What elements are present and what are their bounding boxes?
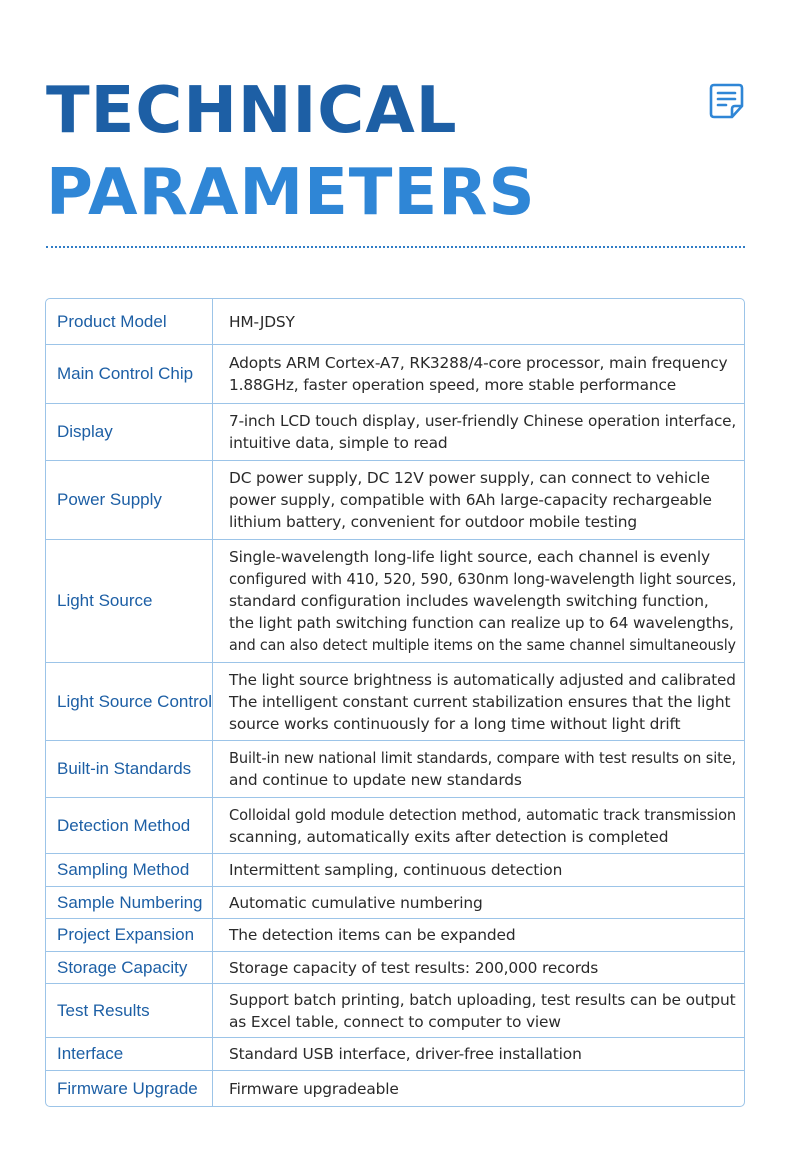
table-row xyxy=(46,854,744,887)
table-row xyxy=(46,919,744,952)
param-value xyxy=(213,741,744,798)
param-value xyxy=(213,887,744,919)
param-name: Detection Method xyxy=(46,798,213,854)
param-value-line: as Excel table, connect to computer to view xyxy=(229,1012,561,1031)
param-value xyxy=(213,919,744,952)
param-value-line: Single-wavelength long-life light source, each channel is evenly xyxy=(229,548,710,566)
param-name: Power Supply xyxy=(46,461,213,540)
param-value xyxy=(213,404,744,461)
table-row xyxy=(46,887,744,919)
param-name: Product Model xyxy=(46,299,213,345)
param-name: Main Control Chip xyxy=(46,345,213,404)
param-value-line: configured with 410, 520, 590, 630nm long-wavelength light sources, xyxy=(229,570,737,588)
param-value-line: Built-in new national limit standards, compare with test results on site, xyxy=(229,749,737,767)
param-value xyxy=(213,854,744,887)
param-name: Firmware Upgrade xyxy=(46,1071,213,1106)
param-value-line: Colloidal gold module detection method, automatic track transmission xyxy=(229,805,737,824)
parameters-table xyxy=(45,298,745,1107)
param-name: Interface xyxy=(46,1038,213,1071)
param-value-line: Storage capacity of test results: 200,000 records xyxy=(229,958,599,977)
title-line-1: TECHNICAL xyxy=(46,74,458,148)
param-value-line: standard configuration includes wavelength switching function, xyxy=(229,592,709,610)
table-row xyxy=(46,345,744,404)
document-list-icon xyxy=(708,82,746,120)
table-row xyxy=(46,663,744,741)
param-value xyxy=(213,1038,744,1071)
param-value-line: The intelligent constant current stabilization ensures that the light xyxy=(229,692,731,711)
param-value-line: Support batch printing, batch uploading, test results can be output xyxy=(229,990,736,1009)
param-value xyxy=(213,952,744,984)
table-row xyxy=(46,1038,744,1071)
param-value-line: HM-JDSY xyxy=(229,312,295,331)
param-value xyxy=(213,1071,744,1106)
param-name: Sample Numbering xyxy=(46,887,213,919)
param-name: Display xyxy=(46,404,213,461)
param-value-line: Standard USB interface, driver-free installation xyxy=(229,1045,582,1063)
param-value xyxy=(213,540,744,663)
param-value xyxy=(213,984,744,1038)
param-value xyxy=(213,798,744,854)
param-value-line: and can also detect multiple items on the same channel simultaneously xyxy=(229,636,736,654)
param-name: Light Source Control xyxy=(46,663,213,741)
param-value xyxy=(213,663,744,741)
param-value-line: 1.88GHz, faster operation speed, more stable performance xyxy=(229,376,677,394)
page-title xyxy=(46,70,536,234)
param-name: Test Results xyxy=(46,984,213,1038)
param-name: Sampling Method xyxy=(46,854,213,887)
table-row xyxy=(46,798,744,854)
param-value-line: and continue to update new standards xyxy=(229,771,522,789)
param-value-line: intuitive data, simple to read xyxy=(229,434,448,452)
param-value-line: 7-inch LCD touch display, user-friendly Chinese operation interface, xyxy=(229,412,737,430)
param-name: Built-in Standards xyxy=(46,741,213,798)
param-value xyxy=(213,345,744,404)
param-value-line: lithium battery, convenient for outdoor mobile testing xyxy=(229,513,638,531)
param-value-line: The light source brightness is automatically adjusted and calibrated xyxy=(229,670,736,689)
table-row xyxy=(46,952,744,984)
param-value xyxy=(213,461,744,540)
param-value xyxy=(213,299,744,345)
table-row xyxy=(46,540,744,663)
table-row xyxy=(46,299,744,345)
param-value-line: Firmware upgradeable xyxy=(229,1079,399,1098)
param-value-line: power supply, compatible with 6Ah large-capacity rechargeable xyxy=(229,491,712,509)
param-value-line: source works continuously for a long time without light drift xyxy=(229,714,681,733)
param-value-line: Intermittent sampling, continuous detection xyxy=(229,861,563,879)
param-value-line: The detection items can be expanded xyxy=(229,926,516,944)
table-row xyxy=(46,1071,744,1106)
param-name: Storage Capacity xyxy=(46,952,213,984)
table-row xyxy=(46,461,744,540)
param-value-line: DC power supply, DC 12V power supply, can connect to vehicle xyxy=(229,469,710,487)
param-name: Light Source xyxy=(46,540,213,663)
table-row xyxy=(46,984,744,1038)
title-line-2: PARAMETERS xyxy=(46,156,536,230)
table-row xyxy=(46,741,744,798)
param-value-line: the light path switching function can realize up to 64 wavelengths, xyxy=(229,614,734,632)
table-row xyxy=(46,404,744,461)
title-divider xyxy=(46,246,745,248)
param-value-line: Adopts ARM Cortex-A7, RK3288/4-core processor, main frequency xyxy=(229,354,728,372)
param-name: Project Expansion xyxy=(46,919,213,952)
param-value-line: Automatic cumulative numbering xyxy=(229,893,483,912)
param-value-line: scanning, automatically exits after detection is completed xyxy=(229,827,669,846)
